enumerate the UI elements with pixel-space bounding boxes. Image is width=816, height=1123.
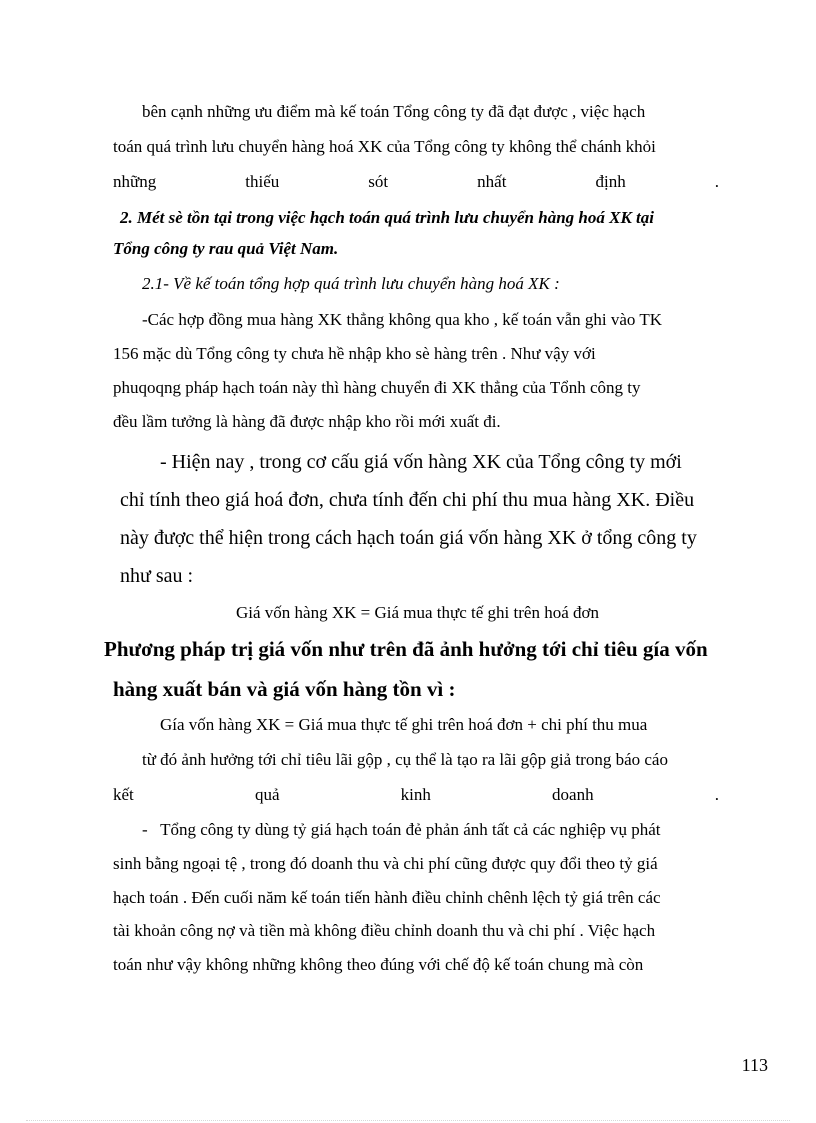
word: doanh	[552, 785, 594, 804]
paragraph-line: phuqoqng pháp hạch toán này thì hàng chuyển đi XK thẳng của Tổnh công ty	[113, 378, 641, 397]
word: những	[113, 172, 157, 191]
bold-paragraph-line: hàng xuất bán và giá vốn hàng tồn vì :	[113, 677, 456, 701]
word: quả	[254, 785, 280, 804]
paragraph-line: này được thể hiện trong cách hạch toán giá vốn hàng XK ở tổng công ty	[120, 527, 697, 549]
word: sót	[368, 172, 389, 191]
bold-paragraph-line: Phương pháp trị giá vốn như trên đã ảnh hưởng tới chỉ tiêu gía vốn	[104, 637, 708, 661]
section-heading: Tổng công ty rau quả Việt Nam.	[113, 239, 339, 258]
justified-line	[113, 785, 719, 805]
word: định	[595, 172, 626, 191]
footer-divider	[26, 1120, 790, 1121]
paragraph-line: như sau :	[120, 565, 194, 587]
paragraph-line: hạch toán . Đến cuối năm kế toán tiến hành điều chỉnh chênh lệch tỷ giá trên các	[113, 888, 661, 907]
paragraph-line: toán như vậy không những không theo đúng với chế độ kế toán chung mà còn	[113, 955, 644, 974]
word: kết	[113, 785, 134, 804]
word: nhất	[477, 172, 507, 191]
formula-line: Gía vốn hàng XK = Giá mua thực tế ghi trên hoá đơn + chi phí thu mua	[160, 715, 648, 734]
paragraph-line: tài khoản công nợ và tiền mà không điều chỉnh doanh thu và chi phí . Việc hạch	[113, 921, 656, 940]
paragraph-line: toán quá trình lưu chuyển hàng hoá XK của Tổng công ty không thể chánh khỏi	[113, 137, 656, 156]
formula-line: Giá vốn hàng XK = Giá mua thực tế ghi trên hoá đơn	[236, 603, 599, 622]
paragraph-line: 156 mặc dù Tổng công ty chưa hề nhập kho sè hàng trên . Như vậy với	[113, 344, 596, 363]
word: .	[714, 172, 719, 191]
page-number: 113	[741, 1055, 768, 1075]
paragraph-line: đều lầm tưởng là hàng đã được nhập kho rồi mới xuất đi.	[113, 412, 501, 431]
section-heading: 2. Mét sè tồn tại trong việc hạch toán quá trình lưu chuyển hàng hoá XK tại	[120, 208, 654, 227]
paragraph-line: - Tổng công ty dùng tỷ giá hạch toán đẻ phản ánh tất cả các nghiệp vụ phát	[142, 820, 661, 839]
paragraph-line: từ đó ảnh hưởng tới chỉ tiêu lãi gộp , cụ thể là tạo ra lãi gộp giả trong báo cáo	[142, 750, 668, 769]
paragraph-line: -Các hợp đồng mua hàng XK thẳng không qua kho , kế toán vẫn ghi vào TK	[142, 310, 662, 329]
word: thiếu	[245, 172, 280, 191]
word: kinh	[400, 785, 431, 804]
subsection-heading: 2.1- Về kế toán tổng hợp quá trình lưu chuyển hàng hoá XK :	[142, 274, 560, 293]
word: .	[714, 785, 719, 804]
justified-line	[113, 172, 719, 192]
paragraph-line: bên cạnh những ưu điểm mà kế toán Tổng công ty đã đạt được , việc hạch	[142, 102, 646, 121]
paragraph-line: - Hiện nay , trong cơ cấu giá vốn hàng XK của Tổng công ty mới	[160, 451, 682, 473]
paragraph-line: chỉ tính theo giá hoá đơn, chưa tính đến chi phí thu mua hàng XK. Điều	[120, 489, 695, 511]
paragraph-line: sinh bằng ngoại tệ , trong đó doanh thu và chi phí cũng được quy đổi theo tỷ giá	[113, 854, 658, 873]
